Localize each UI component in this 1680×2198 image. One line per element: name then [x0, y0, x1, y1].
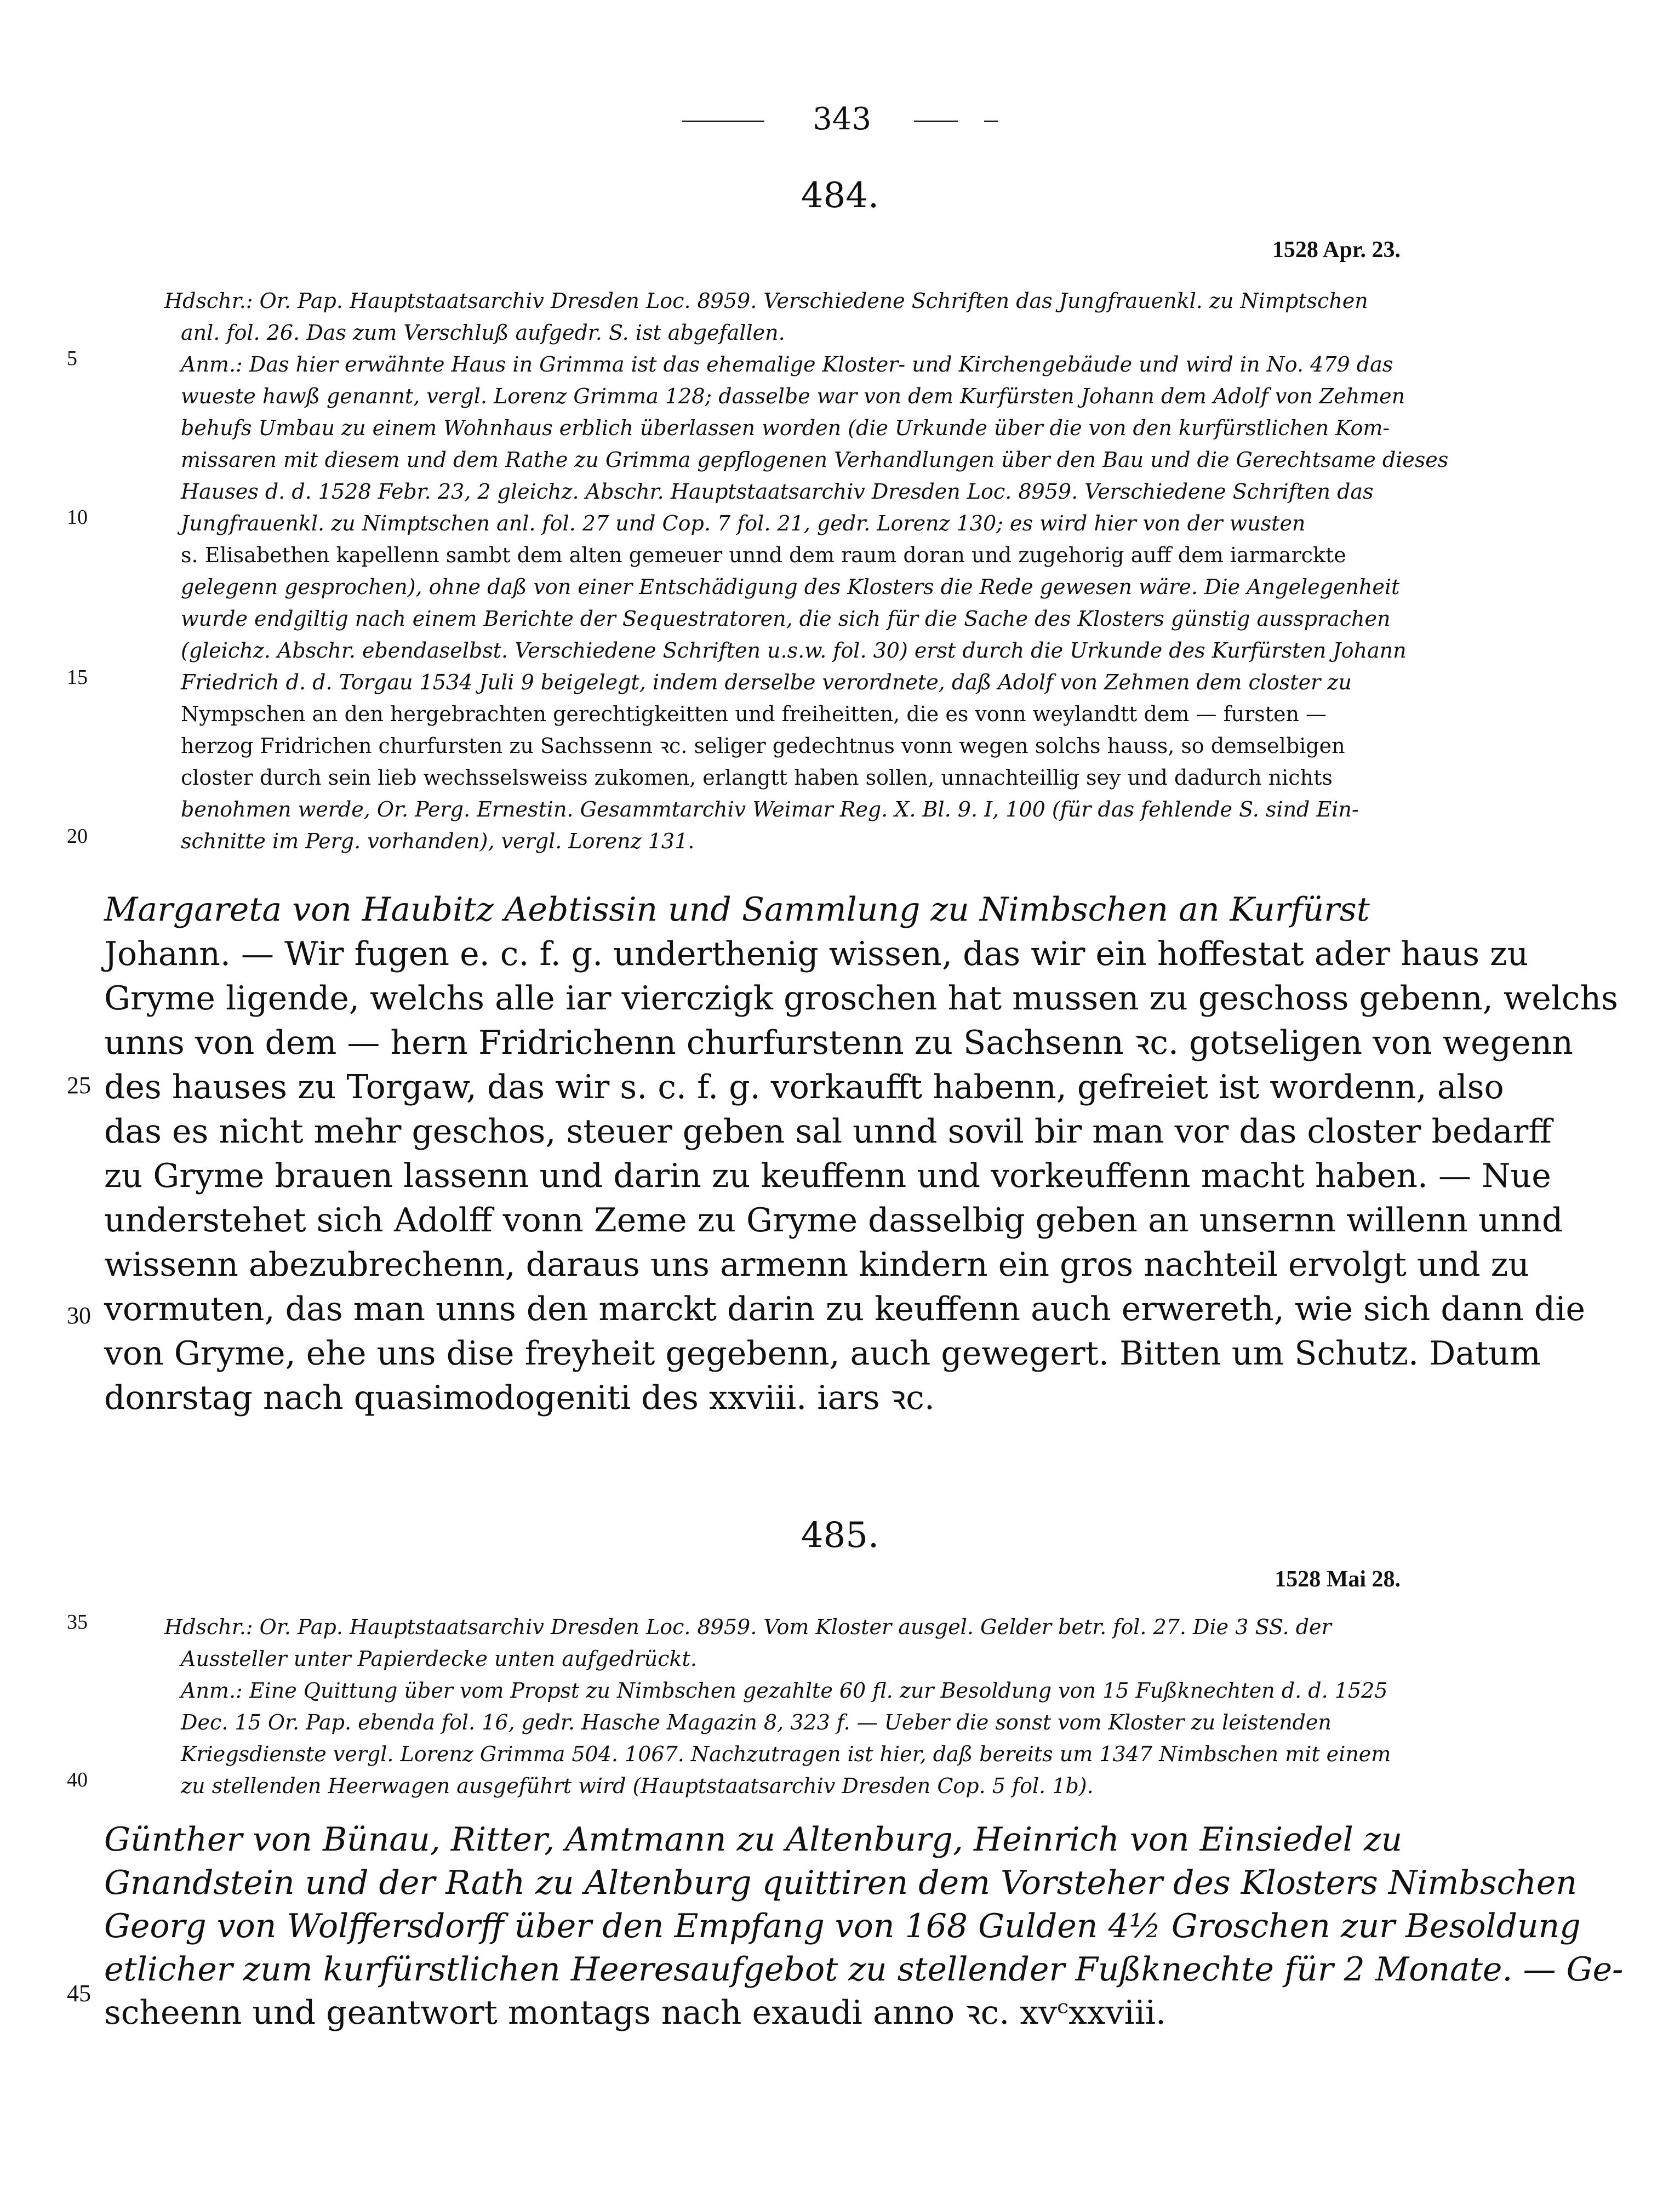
note-line: missaren mit diesem und dem Rathe zu Grimma gepflogenen Verhandlungen über den Bau und die Gerechtsame dieses — [181, 448, 1449, 472]
line-number: 5 — [67, 347, 77, 370]
page-header — [0, 101, 1680, 137]
body-line-regest: etlicher zum kurfürstlichen Heeresaufgebot zu stellender Fußknechte für 2 Monate. — Ge- — [104, 1950, 1624, 1989]
note-line: Hauses d. d. 1528 Febr. 23, 2 gleichz. Abschr. Hauptstaatsarchiv Dresden Loc. 8959. Verschiedene Schriften das — [181, 479, 1374, 504]
annotation-484 — [181, 349, 1449, 857]
note-line: zu stellenden Heerwagen ausgeführt wird (Hauptstaatsarchiv Dresden Cop. 5 fol. 1b). — [181, 1774, 1094, 1798]
body-line-regest: Margareta von Haubitz Aebtissin und Sammlung zu Nimbschen an Kurfürst — [104, 890, 1370, 929]
line-number: 25 — [67, 1072, 91, 1099]
line-number: 35 — [67, 1611, 88, 1634]
line-number: 30 — [67, 1302, 91, 1329]
body-line: von Gryme, ehe uns dise freyheit gegebenn, auch gewegert. Bitten um Schutz. Datum — [104, 1334, 1541, 1373]
annotation-485 — [181, 1675, 1395, 1802]
body-line-regest: Günther von Bünau, Ritter, Amtmann zu Altenburg, Heinrich von Einsiedel zu — [104, 1820, 1403, 1859]
note-line: Anm.: Eine Quittung über vom Propst zu Nimbschen gezahlte 60 fl. zur Besoldung von 15 Fußknechten d. d. 1525 — [181, 1679, 1388, 1703]
note-line: schnitte im Perg. vorhanden), vergl. Lorenz 131. — [181, 829, 695, 853]
line-number: 20 — [67, 825, 88, 848]
body-line-regest: Georg von Wolffersdorff über den Empfang von 168 Gulden 4½ Groschen zur Besoldung — [104, 1907, 1581, 1945]
header-rule-right — [914, 121, 958, 122]
note-line: anl. fol. 26. Das zum Verschluß aufgedr. S. ist abgefallen. — [181, 321, 785, 345]
note-line: Nympschen an den hergebrachten gerechtigkeitten und freiheitten, die es vonn weylandtt dem — fursten — — [181, 702, 1327, 726]
document-date-485: 1528 Mai 28. — [1275, 1567, 1401, 1592]
note-line: s. Elisabethen kapellenn sambt dem alten gemeuer unnd dem raum doran und zugehorig auff dem iarmarckte — [181, 543, 1346, 567]
line-number: 10 — [67, 506, 88, 529]
header-rule-left — [682, 121, 764, 122]
line-number: 45 — [67, 1980, 91, 2007]
note-line: Aussteller unter Papierdecke unten aufgedrückt. — [181, 1647, 697, 1671]
document-number-485: 485. — [801, 1515, 879, 1556]
note-line: closter durch sein lieb wechsselsweiss zukomen, erlangtt haben sollen, unnachteillig sey und dadurch nichts — [181, 766, 1333, 790]
note-line: wueste hawß genannt, vergl. Lorenz Grimma 128; dasselbe war von dem Kurfürsten Johann dem Adolf von Zehmen — [181, 384, 1405, 408]
body-line: unns von dem — hern Fridrichenn churfurstenn zu Sachsenn ꝛc. gotseligen von wegenn — [104, 1024, 1573, 1062]
page-number: 343 — [813, 101, 872, 137]
line-number: 40 — [67, 1768, 88, 1791]
note-line: Friedrich d. d. Torgau 1534 Juli 9 beigelegt, indem derselbe verordnete, daß Adolf von Zehmen dem closter zu — [181, 670, 1352, 694]
body-line: understehet sich Adolff vonn Zeme zu Gryme dasselbig geben an unsernn willenn unnd — [104, 1201, 1563, 1240]
note-line: Hdschr.: Or. Pap. Hauptstaatsarchiv Dresden Loc. 8959. Verschiedene Schriften das Jungfrauenkl. zu Nimptschen — [164, 289, 1368, 313]
body-line: das es nicht mehr geschos, steuer geben sal unnd sovil bir man vor das closter bedarff — [104, 1112, 1552, 1151]
body-line: Johann. — Wir fugen e. c. f. g. underthenig wissen, das wir ein hoffestat ader haus zu — [104, 935, 1529, 973]
document-number-484: 484. — [801, 175, 879, 216]
note-line: benohmen werde, Or. Perg. Ernestin. Gesammtarchiv Weimar Reg. X. Bl. 9. I, 100 (für das fehlende S. sind Ein- — [181, 797, 1359, 821]
line-number: 15 — [67, 666, 88, 689]
body-line: des hauses zu Torgaw, das wir s. c. f. g. vorkaufft habenn, gefreiet ist wordenn, also — [104, 1068, 1504, 1106]
note-line: gelegenn gesprochen), ohne daß von einer Entschädigung des Klosters die Rede gewesen wäre. Die Angelegenheit — [181, 575, 1400, 599]
body-line-regest: Gnandstein und der Rath zu Altenburg quittiren dem Vorsteher des Klosters Nimbschen — [104, 1864, 1578, 1902]
note-line: Kriegsdienste vergl. Lorenz Grimma 504. 1067. Nachzutragen ist hier, daß bereits um 1347 Nimbschen mit einem — [181, 1742, 1391, 1766]
note-line: Hdschr.: Or. Pap. Hauptstaatsarchiv Dresden Loc. 8959. Vom Kloster ausgel. Gelder betr. fol. 27. Die 3 SS. der — [164, 1615, 1332, 1639]
header-rule-right-small — [984, 121, 998, 122]
note-line: Jungfrauenkl. zu Nimptschen anl. fol. 27 und Cop. 7 fol. 21, gedr. Lorenz 130; es wird hier von der wusten — [181, 511, 1306, 535]
body-line: donrstag nach quasimodogeniti des xxviii. iars ꝛc. — [104, 1379, 935, 1417]
note-line: Anm.: Das hier erwähnte Haus in Grimma ist das ehemalige Kloster- und Kirchengebäude und wird in No. 479 das — [181, 352, 1393, 376]
body-line: Gryme ligende, welchs alle iar vierczigk groschen hat mussen zu geschoss gebenn, welchs — [104, 979, 1618, 1018]
note-line: Dec. 15 Or. Pap. ebenda fol. 16, gedr. Hasche Magazin 8, 323 f. — Ueber die sonst vom Kloster zu leistenden — [181, 1710, 1332, 1734]
document-body-484 — [104, 888, 1618, 1420]
body-line: vormuten, das man unns den marckt darin zu keuffenn auch erwereth, wie sich dann die — [104, 1290, 1586, 1328]
note-line: (gleichz. Abschr. ebendaselbst. Verschiedene Schriften u.s.w. fol. 30) erst durch die Urkunde des Kurfürsten Johann — [181, 638, 1407, 663]
manuscript-note-484 — [164, 285, 1395, 349]
document-date-484: 1528 Apr. 23. — [1272, 237, 1401, 262]
note-line: wurde endgiltig nach einem Berichte der Sequestratoren, die sich für die Sache des Klosters günstig aussprachen — [181, 607, 1391, 631]
note-line: herzog Fridrichen churfursten zu Sachssenn ꝛc. seliger gedechtnus vonn wegen solchs hauss, so demselbigen — [181, 734, 1345, 758]
manuscript-note-485 — [164, 1611, 1395, 1675]
body-line: wissenn abezubrechenn, daraus uns armenn kindern ein gros nachteil ervolgt und zu — [104, 1246, 1529, 1284]
note-line: behufs Umbau zu einem Wohnhaus erblich überlassen worden (die Urkunde über die von den kurfürstlichen Kom- — [181, 416, 1390, 440]
body-line: zu Gryme brauen lassenn und darin zu keuffenn und vorkeuffenn macht haben. — Nue — [104, 1157, 1551, 1195]
body-line: scheenn und geantwort montags nach exaudi anno ꝛc. xvᶜxxviii. — [104, 1994, 1167, 2032]
document-body-485 — [104, 1818, 1624, 2035]
